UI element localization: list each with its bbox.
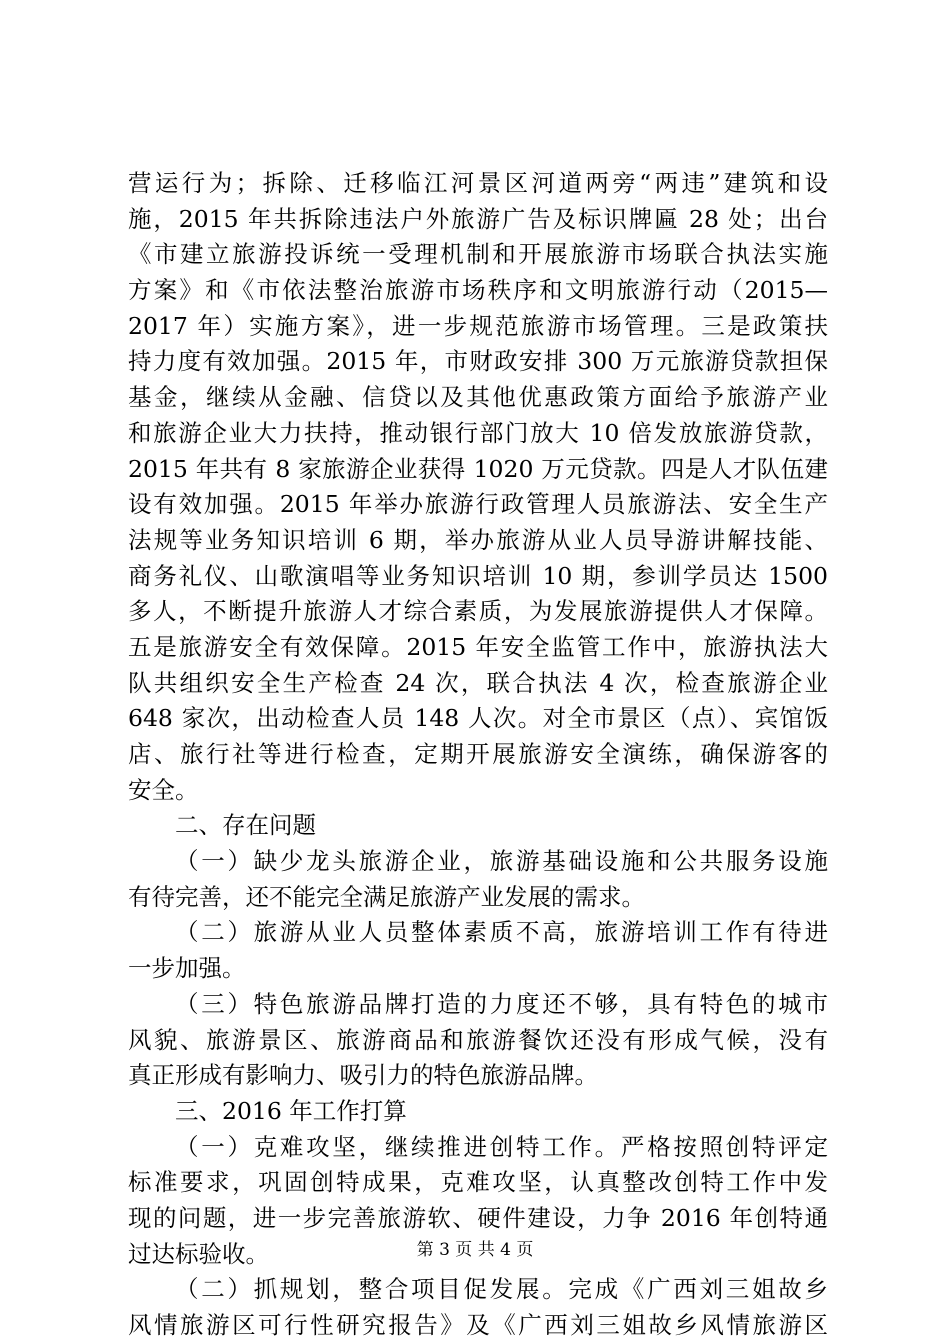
text-line: 风貌、旅游景区、旅游商品和旅游餐饮还没有形成气候，没有 — [128, 1025, 828, 1054]
text-line: 2015 年共有 8 家旅游企业获得 1020 万元贷款。四是人才队伍建 — [128, 454, 828, 483]
text-line: 648 家次，出动检查人员 148 人次。对全市景区（点）、宾馆饭 — [128, 704, 828, 733]
text-line: 持力度有效加强。2015 年，市财政安排 300 万元旅游贷款担保 — [128, 347, 828, 376]
text-line: 店、旅行社等进行检查，定期开展旅游安全演练，确保游客的 — [128, 740, 828, 768]
text-line: （三）特色旅游品牌打造的力度还不够，具有特色的城市 — [175, 989, 828, 1018]
text-line: 过达标验收。 — [128, 1239, 269, 1268]
section-heading: 二、存在问题 — [175, 811, 316, 840]
text-line: 基金，继续从金融、信贷以及其他优惠政策方面给予旅游产业 — [128, 383, 828, 412]
text-line: 设有效加强。2015 年举办旅游行政管理人员旅游法、安全生产 — [128, 490, 828, 519]
text-line: 商务礼仪、山歌演唱等业务知识培训 10 期，参训学员达 1500 — [128, 561, 828, 590]
text-line: （一）缺少龙头旅游企业，旅游基础设施和公共服务设施 — [175, 847, 828, 876]
text-line: 安全。 — [128, 775, 199, 804]
text-line: （二）旅游从业人员整体素质不高，旅游培训工作有待进 — [175, 918, 828, 947]
section-heading: 三、2016 年工作打算 — [175, 1096, 407, 1125]
text-line: 施，2015 年共拆除违法户外旅游广告及标识牌匾 28 处；出台 — [128, 204, 828, 233]
text-line: 真正形成有影响力、吸引力的特色旅游品牌。 — [128, 1061, 598, 1090]
text-line: （一）克难攻坚，继续推进创特工作。严格按照创特评定 — [175, 1132, 828, 1161]
text-line: 2017 年）实施方案》，进一步规范旅游市场管理。三是政策扶 — [128, 311, 828, 340]
text-line: 和旅游企业大力扶持，推动银行部门放大 10 倍发放旅游贷款， — [128, 418, 828, 447]
text-line: 多人，不断提升旅游人才综合素质，为发展旅游提供人才保障。 — [128, 597, 828, 626]
text-line: 一步加强。 — [128, 954, 246, 983]
text-line: 队共组织安全生产检查 24 次，联合执法 4 次，检查旅游企业 — [128, 668, 828, 697]
text-line: 有待完善，还不能完全满足旅游产业发展的需求。 — [128, 882, 645, 911]
text-line: 标准要求，巩固创特成果，克难攻坚，认真整改创特工作中发 — [128, 1168, 828, 1197]
text-line: 风情旅游区可行性研究报告》及《广西刘三姐故乡风情旅游区 — [128, 1311, 828, 1339]
text-line: 五是旅游安全有效保障。2015 年安全监管工作中，旅游执法大 — [128, 632, 828, 661]
text-line: 现的问题，进一步完善旅游软、硬件建设，力争 2016 年创特通 — [128, 1203, 828, 1232]
document-body — [128, 166, 828, 1344]
text-line: 法规等业务知识培训 6 期，举办旅游从业人员导游讲解技能、 — [128, 525, 828, 554]
text-line: 《市建立旅游投诉统一受理机制和开展旅游市场联合执法实施 — [128, 240, 828, 269]
text-line: （二）抓规划，整合项目促发展。完成《广西刘三姐故乡 — [175, 1275, 828, 1304]
text-line: 营运行为；拆除、迁移临江河景区河道两旁“两违”建筑和设 — [128, 169, 828, 197]
page-number-footer: 第 3 页 共 4 页 — [416, 1240, 534, 1260]
text-line: 方案》和《市依法整治旅游市场秩序和文明旅游行动（2015— — [128, 276, 828, 305]
